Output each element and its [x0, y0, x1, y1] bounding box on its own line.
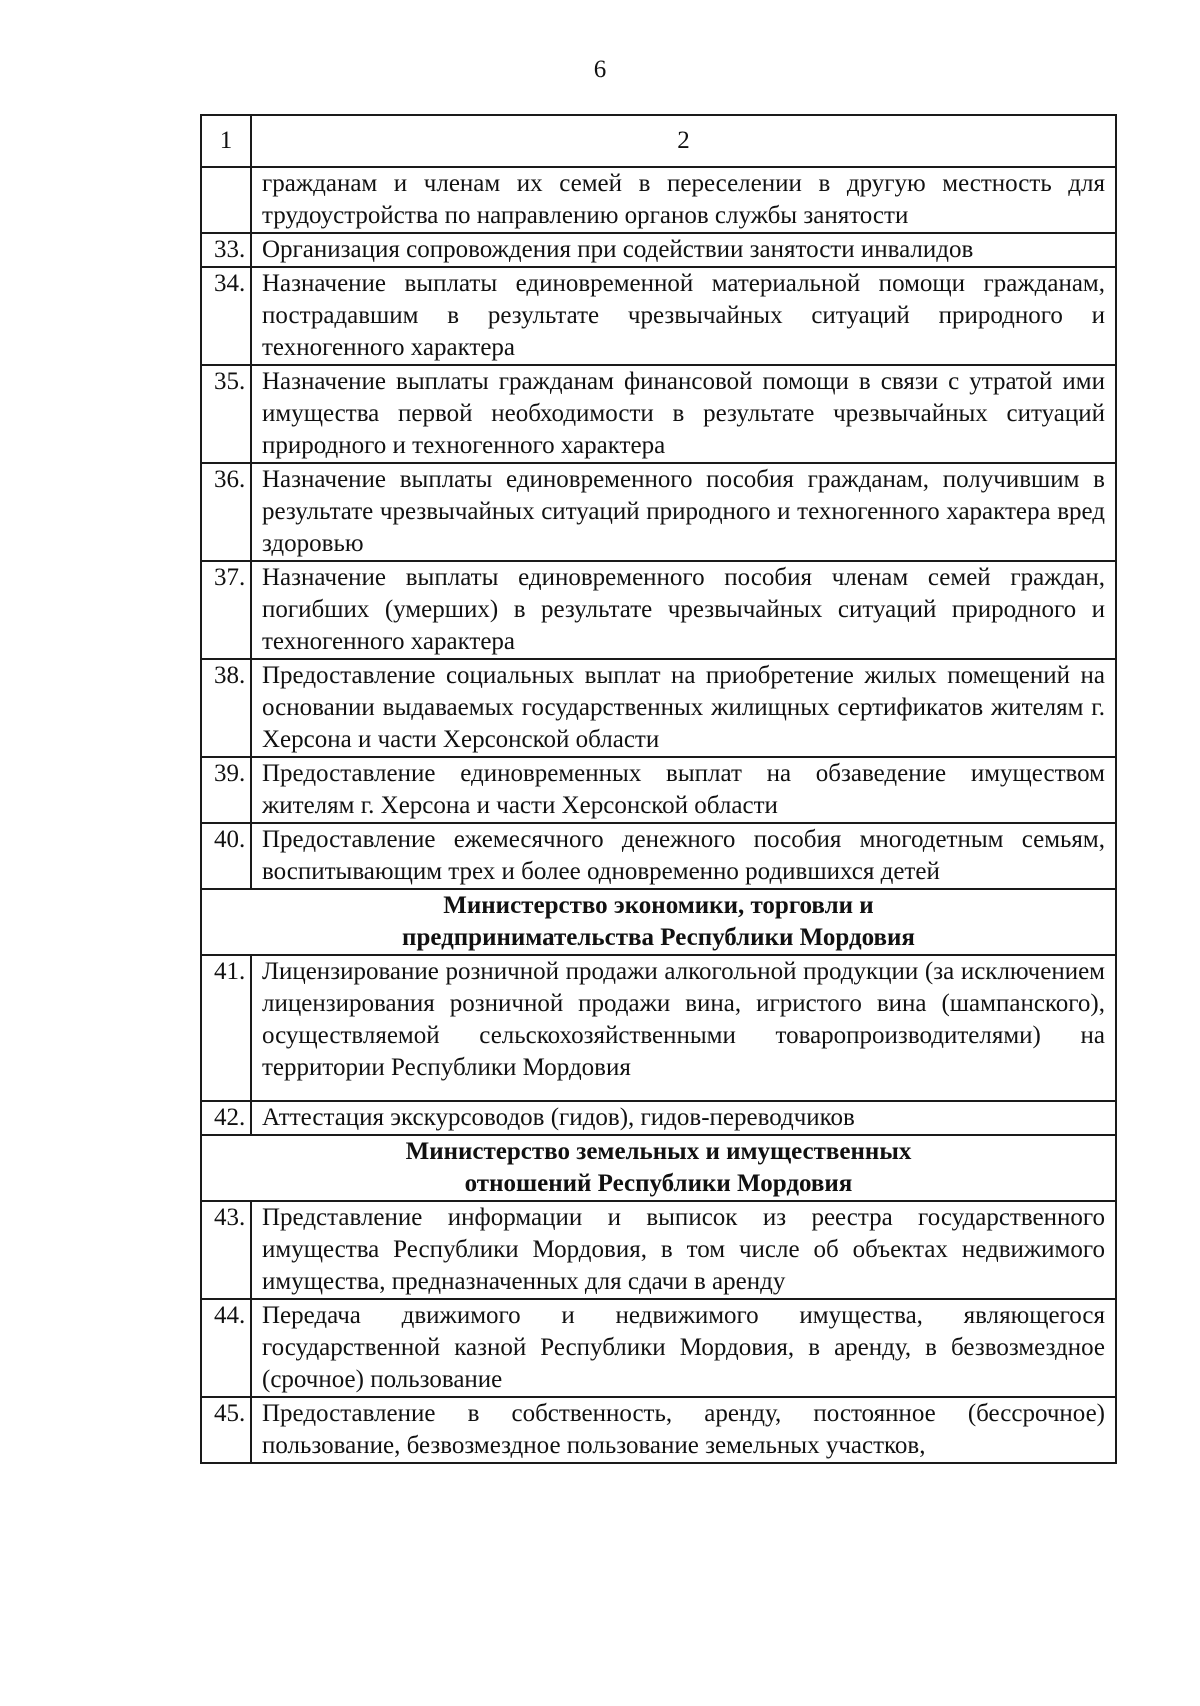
row-number: 41.	[201, 955, 251, 1101]
table-row	[201, 233, 1116, 267]
row-text: Назначение выплаты единовременного пособия членам семей граждан, погибших (умерших) в результате чрезвычайных ситуаций природного и техногенного характера	[251, 561, 1116, 659]
table-row	[201, 267, 1116, 365]
row-number: 40.	[201, 823, 251, 889]
row-text: Организация сопровождения при содействии занятости инвалидов	[251, 233, 1116, 267]
section-heading-row	[201, 889, 1116, 955]
row-text: Предоставление в собственность, аренду, постоянное (бессрочное) пользование, безвозмездное пользование земельных участков,	[251, 1397, 1116, 1463]
row-text: Лицензирование розничной продажи алкогольной продукции (за исключением лицензирования розничной продажи вина, игристого вина (шампанского), осуществляемой сельскохозяйственными товаропроизводителями) на территории Республики Мордовия	[251, 955, 1116, 1101]
row-text: Аттестация экскурсоводов (гидов), гидов-переводчиков	[251, 1101, 1116, 1135]
table-row	[201, 823, 1116, 889]
row-text: Назначение выплаты гражданам финансовой помощи в связи с утратой ими имущества первой необходимости в результате чрезвычайных ситуаций природного и техногенного характера	[251, 365, 1116, 463]
row-number: 37.	[201, 561, 251, 659]
table-row	[201, 659, 1116, 757]
row-number: 33.	[201, 233, 251, 267]
row-number: 42.	[201, 1101, 251, 1135]
section-heading	[201, 889, 1116, 955]
row-number: 39.	[201, 757, 251, 823]
table-header-row	[201, 115, 1116, 167]
row-text: Предоставление социальных выплат на приобретение жилых помещений на основании выдаваемых государственных жилищных сертификатов жителям г. Херсона и части Херсонской области	[251, 659, 1116, 757]
table-row	[201, 365, 1116, 463]
row-text: Предоставление единовременных выплат на обзаведение имуществом жителям г. Херсона и части Херсонской области	[251, 757, 1116, 823]
table-row	[201, 561, 1116, 659]
column-number-header: 1	[201, 115, 251, 167]
table-row	[201, 167, 1116, 233]
table-row	[201, 1397, 1116, 1463]
row-number: 34.	[201, 267, 251, 365]
row-number: 44.	[201, 1299, 251, 1397]
row-number	[201, 167, 251, 233]
row-number: 35.	[201, 365, 251, 463]
section-heading-line: предпринимательства Республики Мордовия	[402, 924, 915, 951]
table-row	[201, 1101, 1116, 1135]
row-text: Назначение выплаты единовременной материальной помощи гражданам, пострадавшим в результате чрезвычайных ситуаций природного и техногенного характера	[251, 267, 1116, 365]
table-row	[201, 757, 1116, 823]
table-row	[201, 955, 1116, 1101]
row-text: Назначение выплаты единовременного пособия гражданам, получившим в результате чрезвычайных ситуаций природного и техногенного характера вред здоровью	[251, 463, 1116, 561]
table-row	[201, 1201, 1116, 1299]
section-heading-row	[201, 1135, 1116, 1201]
page-number: 6	[593, 56, 607, 83]
row-text: гражданам и членам их семей в переселении в другую местность для трудоустройства по направлению органов службы занятости	[251, 167, 1116, 233]
row-text: Предоставление ежемесячного денежного пособия многодетным семьям, воспитывающим трех и более одновременно родившихся детей	[251, 823, 1116, 889]
column-text-header: 2	[251, 115, 1116, 167]
table-row	[201, 1299, 1116, 1397]
row-text: Передача движимого и недвижимого имущества, являющегося государственной казной Республики Мордовия, в аренду, в безвозмездное (срочное) пользование	[251, 1299, 1116, 1397]
row-number: 36.	[201, 463, 251, 561]
services-table	[200, 114, 1117, 1464]
row-text: Представление информации и выписок из реестра государственного имущества Республики Мордовия, в том числе об объектах недвижимого имущества, предназначенных для сдачи в аренду	[251, 1201, 1116, 1299]
section-heading-line: Министерство земельных и имущественных	[405, 1138, 912, 1165]
table-row	[201, 463, 1116, 561]
row-number: 45.	[201, 1397, 251, 1463]
section-heading-line: Министерство экономики, торговли и	[443, 892, 874, 919]
section-heading	[201, 1135, 1116, 1201]
row-number: 43.	[201, 1201, 251, 1299]
section-heading-line: отношений Республики Мордовия	[464, 1170, 853, 1197]
row-number: 38.	[201, 659, 251, 757]
